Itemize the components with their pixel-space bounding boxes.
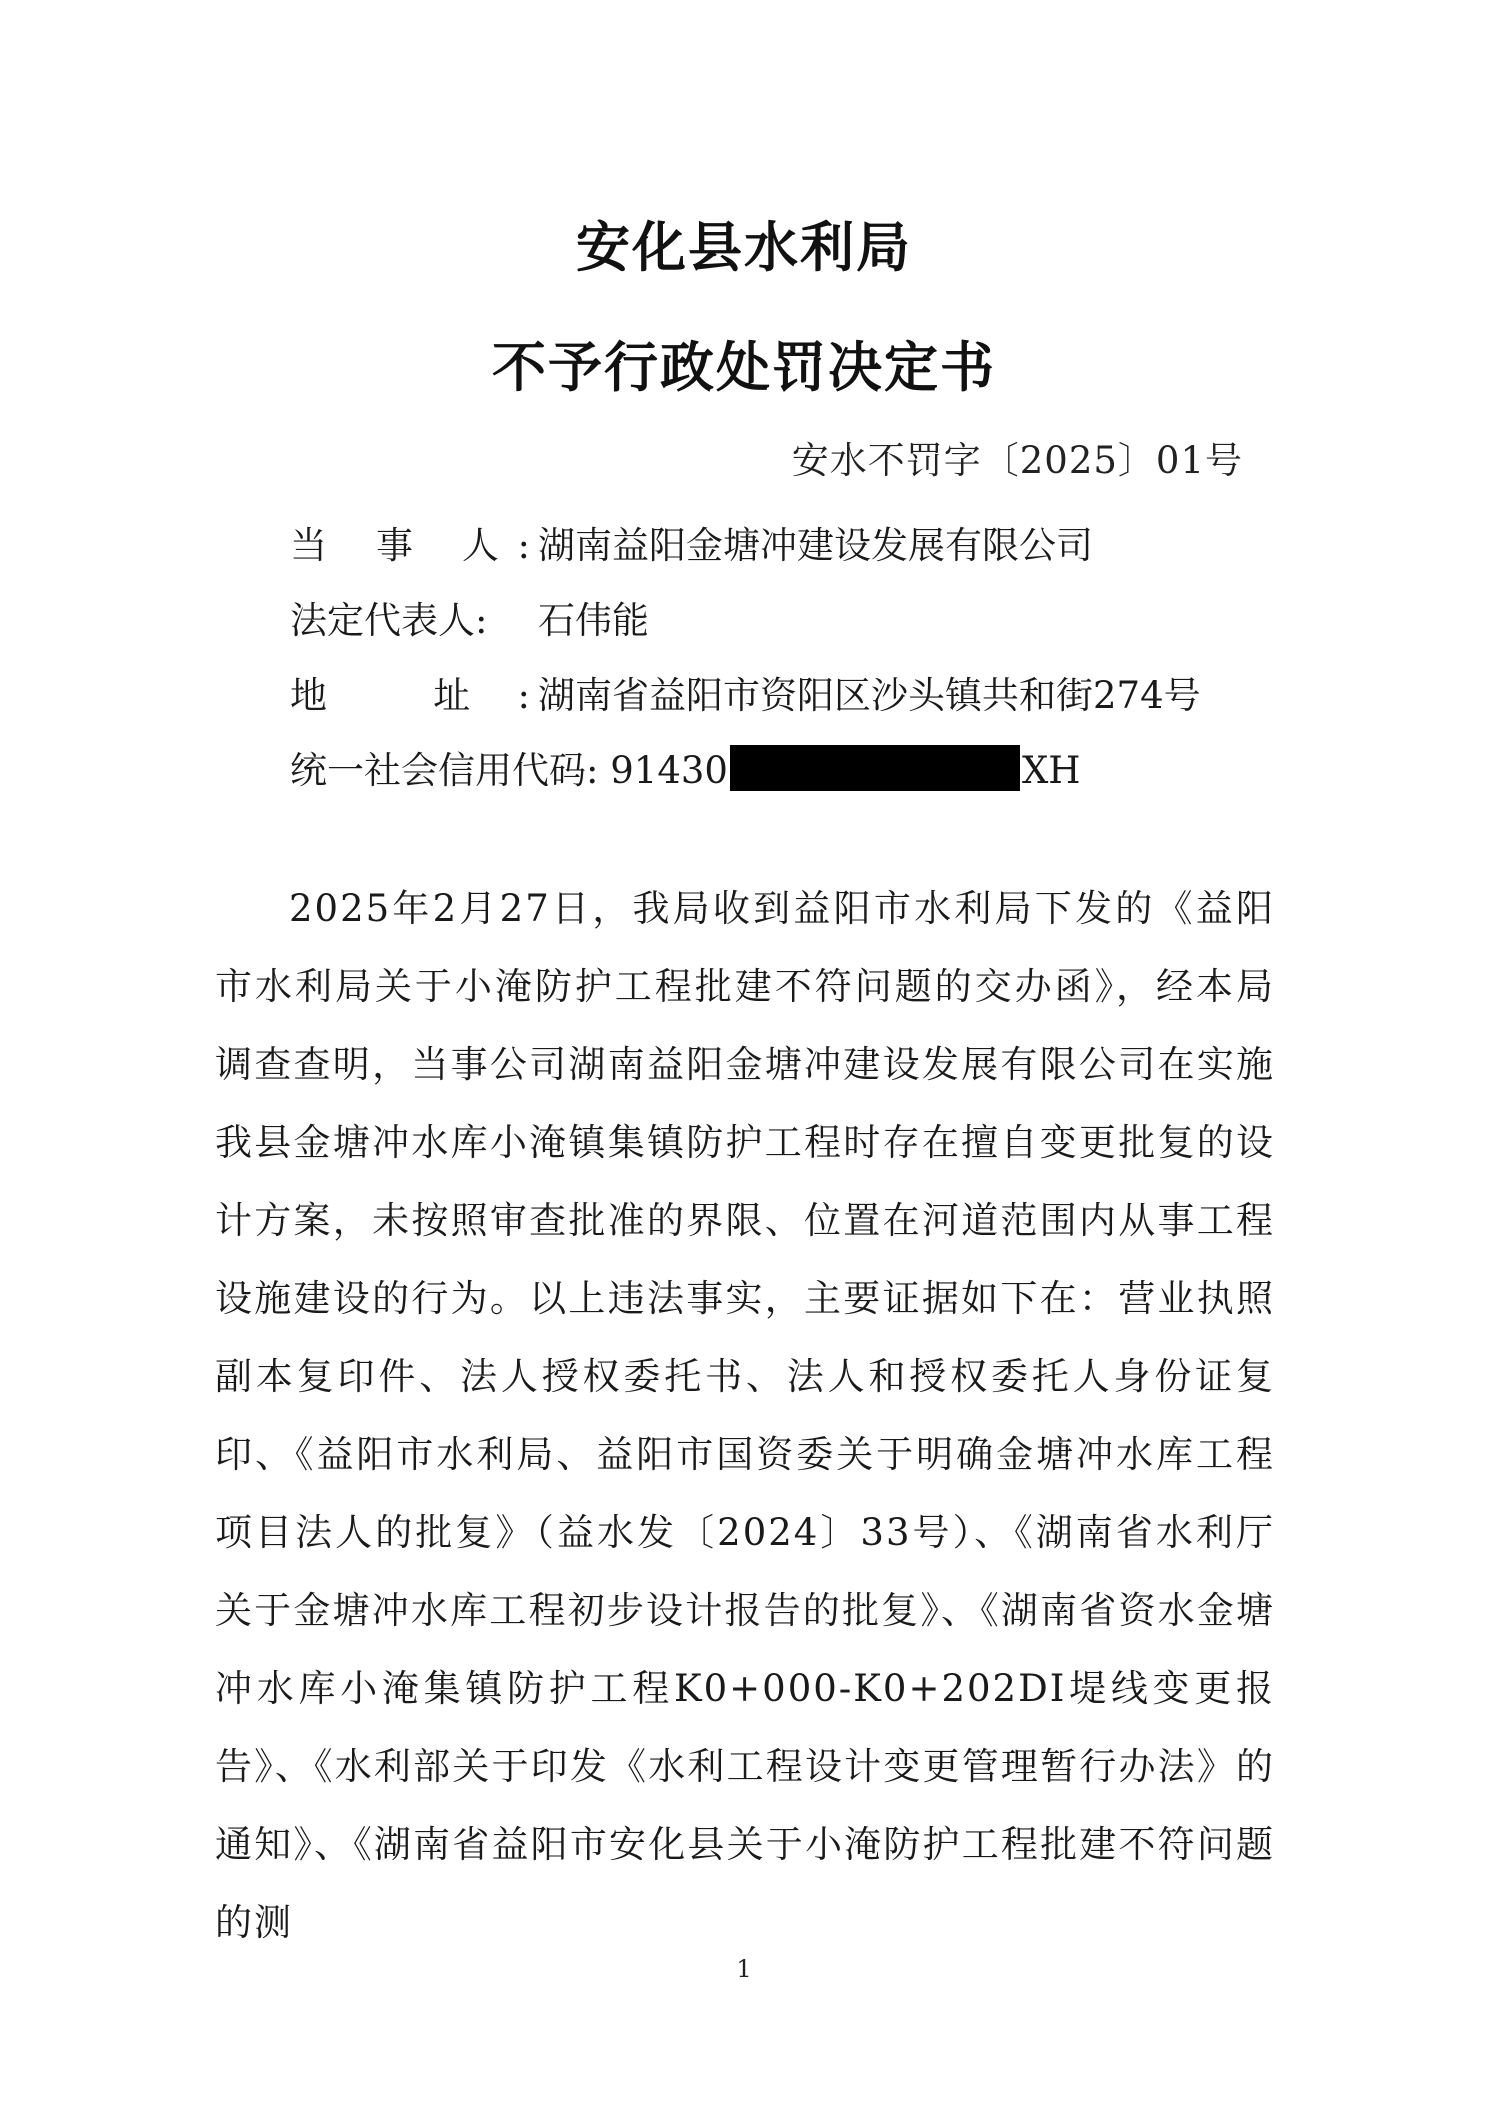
credit-code-prefix: 91430	[610, 749, 728, 792]
document-number: 安水不罚字〔2025〕01号	[791, 439, 1243, 482]
credit-code-suffix: XH	[1021, 749, 1081, 792]
address-label: 地 址:	[290, 674, 530, 717]
legal-rep-label: 法定代表人:	[290, 599, 488, 642]
address-row	[290, 665, 1201, 719]
party-name-row	[290, 515, 1093, 569]
document-title: 不予行政处罚决定书	[492, 336, 996, 399]
legal-rep-row	[290, 590, 649, 644]
redaction-block	[730, 745, 1020, 791]
party-name-label: 当 事 人:	[290, 524, 530, 567]
credit-code-label: 统一社会信用代码:	[290, 749, 599, 792]
agency-title: 安化县水利局	[576, 216, 912, 279]
legal-rep: 石伟能	[538, 599, 649, 642]
page-number: 1	[736, 1955, 752, 1983]
address: 湖南省益阳市资阳区沙头镇共和街274号	[538, 674, 1201, 717]
party-name: 湖南益阳金塘冲建设发展有限公司	[538, 524, 1093, 567]
body-paragraph: 2025年2月27日，我局收到益阳市水利局下发的《益阳市水利局关于小淹防护工程批建不符问题的交办函》，经本局调查查明，当事公司湖南益阳金塘冲建设发展有限公司在实施我县金塘冲水库小淹镇集镇防护工程时存在擅自变更批复的设计方案，未按照审查批准的界限、位置在河道范围内从事工程设施建设的行为。以上违法事实，主要证据如下在：营业执照副本复印件、法人授权委托书、法人和授权委托人身份证复印、《益阳市水利局、益阳市国资委关于明确金塘冲水库工程项目法人的批复》（益水发〔2024〕33号）、《湖南省水利厅关于金塘冲水库工程初步设计报告的批复》、《湖南省资水金塘冲水库小淹集镇防护工程K0+000-K0+202DI堤线变更报告》、《水利部关于印发《水利工程设计变更管理暂行办法》的通知》、《湖南省益阳市安化县关于小淹防护工程批建不符问题的测	[215, 887, 1275, 1944]
credit-code-row	[290, 740, 1081, 794]
